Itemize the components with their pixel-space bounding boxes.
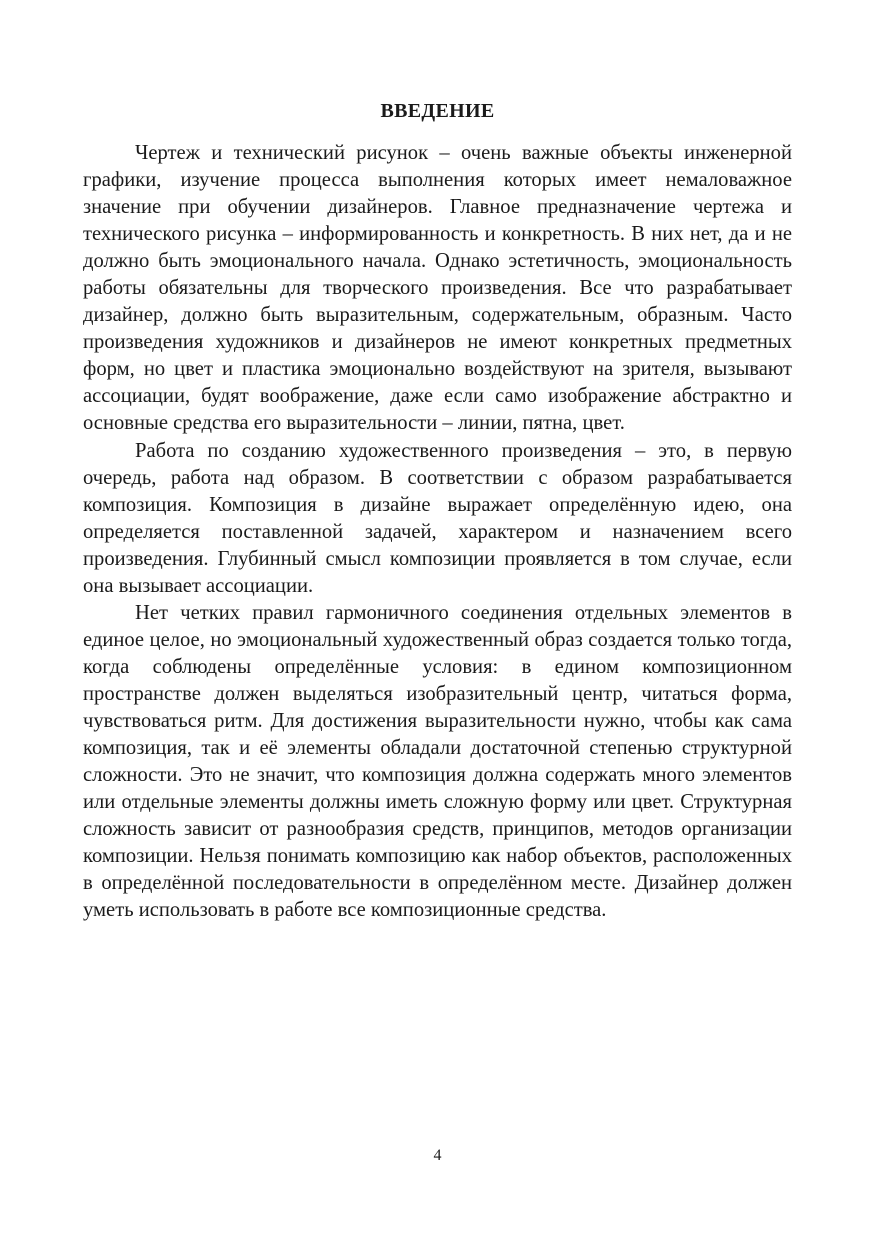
page-title: ВВЕДЕНИЕ (380, 100, 495, 122)
paragraph-3: Нет четких правил гармоничного соединения отдельных элементов в единое целое, но эмоциональный художественный образ создается только тогда, когда соблюдены определённые условия: в едином композиционном пространстве должен выделяться изобразительный центр, читаться форма, чувствоваться ритм. Для достижения выразительности нужно, чтобы как сама композиция, так и её элементы обладали достаточной степенью структурной сложности. Это не значит, что композиция должна содержать много элементов или отдельные элементы должны иметь сложную форму или цвет. Структурная сложность зависит от разнообразия средств, принципов, методов организации композиции. Нельзя понимать композицию как набор объектов, расположенных в определённой последовательности в определённом месте. Дизайнер должен уметь использовать в работе все композиционные средства. (83, 601, 792, 922)
paragraph-2: Работа по созданию художественного произведения – это, в первую очередь, работа над образом. В соответствии с образом разрабатывается композиция. Композиция в дизайне выражает определённую идею, она определяется поставленной задачей, характером и назначением всего произведения. Глубинный смысл композиции проявляется в том случае, если она вызывает ассоциации. (83, 439, 792, 597)
body-text (83, 140, 792, 924)
page-number: 4 (433, 1147, 442, 1164)
paragraph-1: Чертеж и технический рисунок – очень важные объекты инженерной графики, изучение процесса выполнения которых имеет немаловажное значение при обучении дизайнеров. Главное предназначение чертежа и технического рисунка – информированность и конкретность. В них нет, да и не должно быть эмоционального начала. Однако эстетичность, эмоциональность работы обязательны для творческого произведения. Все что разрабатывает дизайнер, должно быть выразительным, содержательным, образным. Часто произведения художников и дизайнеров не имеют конкретных предметных форм, но цвет и пластика эмоционально воздействуют на зрителя, вызывают ассоциации, будят воображение, даже если само изображение абстрактно и основные средства его выразительности – линии, пятна, цвет. (83, 142, 792, 435)
